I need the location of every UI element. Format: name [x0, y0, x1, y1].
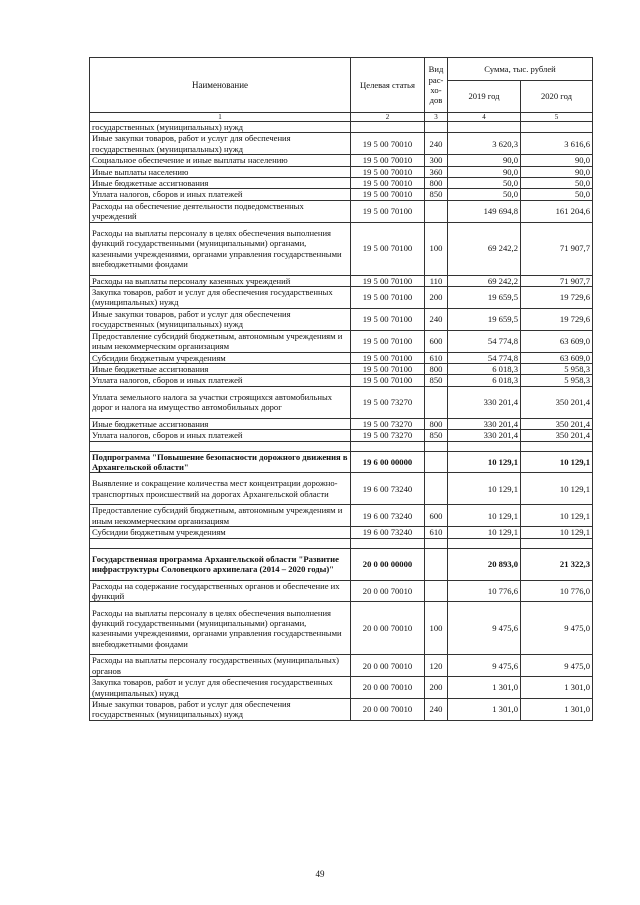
row-sum-2020: 350 201,4 — [521, 418, 593, 429]
table-row — [90, 505, 593, 527]
table-row-section — [90, 548, 593, 580]
spacer-cell — [448, 441, 521, 451]
table-row — [90, 699, 593, 721]
row-expense-type — [425, 548, 448, 580]
row-sum-2019: 6 018,3 — [448, 375, 521, 386]
row-name: Закупка товаров, работ и услуг для обеспечения государственных (муниципальных) нужд — [90, 677, 351, 699]
row-name: Закупка товаров, работ и услуг для обеспечения государственных (муниципальных) нужд — [90, 287, 351, 309]
row-expense-type: 240 — [425, 308, 448, 330]
table-row — [90, 178, 593, 189]
row-expense-type — [425, 580, 448, 602]
row-sum-2019: 10 776,6 — [448, 580, 521, 602]
row-sum-2020: 19 729,6 — [521, 287, 593, 309]
row-target-code: 19 5 00 70100 — [351, 330, 425, 352]
table-row — [90, 308, 593, 330]
row-target-code: 19 5 00 70100 — [351, 222, 425, 275]
row-name: Субсидии бюджетным учреждениям — [90, 352, 351, 363]
table-row — [90, 580, 593, 602]
table-row — [90, 375, 593, 386]
spacer-cell — [521, 538, 593, 548]
row-name: Уплата налогов, сборов и иных платежей — [90, 189, 351, 200]
spacer-cell — [351, 538, 425, 548]
row-sum-2019: 50,0 — [448, 189, 521, 200]
row-sum-2019: 149 694,8 — [448, 200, 521, 222]
row-expense-type: 100 — [425, 602, 448, 655]
row-sum-2019: 19 659,5 — [448, 308, 521, 330]
row-sum-2020: 3 616,6 — [521, 133, 593, 155]
row-name: Расходы на выплаты персоналу казенных учреждений — [90, 275, 351, 286]
row-expense-type: 240 — [425, 699, 448, 721]
row-sum-2019: 54 774,8 — [448, 330, 521, 352]
column-number: 4 — [448, 113, 521, 122]
row-expense-type: 600 — [425, 505, 448, 527]
row-target-code: 19 6 00 73240 — [351, 527, 425, 538]
spacer-row — [90, 538, 593, 548]
row-sum-2020: 5 958,3 — [521, 363, 593, 374]
row-expense-type: 110 — [425, 275, 448, 286]
row-sum-2020: 71 907,7 — [521, 222, 593, 275]
row-name: Иные закупки товаров, работ и услуг для обеспечения государственных (муниципальных) нужд — [90, 699, 351, 721]
row-sum-2020: 19 729,6 — [521, 308, 593, 330]
row-target-code: 19 5 00 70100 — [351, 375, 425, 386]
row-expense-type: 200 — [425, 287, 448, 309]
row-name: Иные закупки товаров, работ и услуг для обеспечения государственных (муниципальных) нужд — [90, 308, 351, 330]
row-sum-2019: 3 620,3 — [448, 133, 521, 155]
row-target-code: 19 5 00 70100 — [351, 200, 425, 222]
row-name: Расходы на выплаты персоналу государственных (муниципальных) органов — [90, 655, 351, 677]
table-row — [90, 200, 593, 222]
row-name: государственных (муниципальных) нужд — [90, 122, 351, 133]
row-sum-2019: 1 301,0 — [448, 699, 521, 721]
row-name: Иные бюджетные ассигнования — [90, 363, 351, 374]
row-sum-2020: 5 958,3 — [521, 375, 593, 386]
table-row — [90, 527, 593, 538]
table-row — [90, 363, 593, 374]
row-target-code: 20 0 00 70010 — [351, 602, 425, 655]
row-sum-2020: 350 201,4 — [521, 430, 593, 441]
column-number: 3 — [425, 113, 448, 122]
row-target-code: 19 5 00 70100 — [351, 363, 425, 374]
row-sum-2019: 9 475,6 — [448, 602, 521, 655]
page-number: 49 — [315, 869, 325, 879]
row-expense-type — [425, 200, 448, 222]
row-target-code: 19 5 00 70100 — [351, 287, 425, 309]
row-sum-2020: 1 301,0 — [521, 699, 593, 721]
row-target-code: 19 5 00 70010 — [351, 189, 425, 200]
row-sum-2019: 330 201,4 — [448, 418, 521, 429]
row-sum-2019: 330 201,4 — [448, 430, 521, 441]
row-sum-2019: 10 129,1 — [448, 527, 521, 538]
table-row — [90, 275, 593, 286]
row-name: Уплата налогов, сборов и иных платежей — [90, 430, 351, 441]
row-sum-2020: 10 129,1 — [521, 505, 593, 527]
row-sum-2019: 19 659,5 — [448, 287, 521, 309]
table-row — [90, 352, 593, 363]
table-header — [90, 58, 593, 122]
spacer-cell — [425, 441, 448, 451]
table-row — [90, 222, 593, 275]
row-name: Предоставление субсидий бюджетным, автономным учреждениям и иным некоммерческим организациям — [90, 505, 351, 527]
budget-table — [89, 57, 593, 721]
row-sum-2019: 1 301,0 — [448, 677, 521, 699]
header-expense-type: Вид рас-хо-дов — [425, 58, 448, 113]
column-number: 1 — [90, 113, 351, 122]
row-sum-2020: 63 609,0 — [521, 330, 593, 352]
row-target-code: 19 5 00 70010 — [351, 133, 425, 155]
header-sum: Сумма, тыс. рублей — [448, 58, 593, 81]
table-row-section — [90, 451, 593, 473]
row-sum-2020: 9 475,0 — [521, 602, 593, 655]
row-expense-type: 800 — [425, 178, 448, 189]
row-sum-2020: 90,0 — [521, 166, 593, 177]
row-target-code: 19 6 00 73240 — [351, 473, 425, 505]
row-sum-2019: 9 475,6 — [448, 655, 521, 677]
row-sum-2020: 1 301,0 — [521, 677, 593, 699]
row-expense-type: 300 — [425, 155, 448, 166]
row-target-code: 19 5 00 70100 — [351, 352, 425, 363]
row-expense-type: 850 — [425, 375, 448, 386]
row-sum-2020: 161 204,6 — [521, 200, 593, 222]
table-row — [90, 330, 593, 352]
row-sum-2020: 10 129,1 — [521, 527, 593, 538]
header-target-code: Целевая статья — [351, 58, 425, 113]
table-row — [90, 155, 593, 166]
row-sum-2019: 54 774,8 — [448, 352, 521, 363]
spacer-cell — [521, 441, 593, 451]
row-sum-2020: 90,0 — [521, 155, 593, 166]
row-target-code: 20 0 00 00000 — [351, 548, 425, 580]
row-expense-type: 200 — [425, 677, 448, 699]
row-sum-2019: 330 201,4 — [448, 386, 521, 418]
row-sum-2020: 71 907,7 — [521, 275, 593, 286]
row-target-code: 19 5 00 70010 — [351, 155, 425, 166]
table-row — [90, 473, 593, 505]
row-name: Расходы на содержание государственных органов и обеспечение их функций — [90, 580, 351, 602]
row-expense-type: 610 — [425, 527, 448, 538]
row-sum-2019: 90,0 — [448, 166, 521, 177]
row-expense-type: 800 — [425, 363, 448, 374]
row-name: Иные бюджетные ассигнования — [90, 178, 351, 189]
header-name: Наименование — [90, 58, 351, 113]
row-target-code: 20 0 00 70010 — [351, 655, 425, 677]
row-expense-type: 850 — [425, 430, 448, 441]
row-target-code: 19 5 00 70100 — [351, 275, 425, 286]
row-sum-2019: 69 242,2 — [448, 275, 521, 286]
row-name: Иные выплаты населению — [90, 166, 351, 177]
row-expense-type: 240 — [425, 133, 448, 155]
row-sum-2020: 10 776,0 — [521, 580, 593, 602]
row-name: Подпрограмма "Повышение безопасности дорожного движения в Архангельской области" — [90, 451, 351, 473]
row-expense-type: 600 — [425, 330, 448, 352]
header-year-2020: 2020 год — [521, 81, 593, 113]
row-target-code: 19 5 00 73270 — [351, 430, 425, 441]
row-expense-type: 850 — [425, 189, 448, 200]
row-sum-2020: 50,0 — [521, 189, 593, 200]
row-expense-type: 360 — [425, 166, 448, 177]
row-target-code: 19 5 00 70100 — [351, 308, 425, 330]
row-target-code: 19 5 00 70010 — [351, 178, 425, 189]
table-row — [90, 602, 593, 655]
row-expense-type: 120 — [425, 655, 448, 677]
column-numbers-row — [90, 113, 593, 122]
row-target-code: 19 5 00 73270 — [351, 386, 425, 418]
table-row — [90, 287, 593, 309]
row-expense-type — [425, 122, 448, 133]
row-name: Социальное обеспечение и иные выплаты населению — [90, 155, 351, 166]
row-expense-type — [425, 386, 448, 418]
row-sum-2020: 10 129,1 — [521, 451, 593, 473]
row-target-code: 20 0 00 70010 — [351, 677, 425, 699]
row-name: Выявление и сокращение количества мест концентрации дорожно-транспортных происшествий на дорогах Архангельской области — [90, 473, 351, 505]
row-sum-2020: 50,0 — [521, 178, 593, 189]
row-sum-2019: 20 893,0 — [448, 548, 521, 580]
row-sum-2020: 350 201,4 — [521, 386, 593, 418]
column-number: 5 — [521, 113, 593, 122]
row-target-code: 19 6 00 00000 — [351, 451, 425, 473]
table-row — [90, 430, 593, 441]
row-sum-2019: 10 129,1 — [448, 451, 521, 473]
spacer-cell — [90, 441, 351, 451]
table-row — [90, 122, 593, 133]
row-sum-2019: 10 129,1 — [448, 473, 521, 505]
row-sum-2020: 9 475,0 — [521, 655, 593, 677]
row-expense-type: 800 — [425, 418, 448, 429]
table-row — [90, 677, 593, 699]
row-sum-2020: 10 129,1 — [521, 473, 593, 505]
row-name: Расходы на выплаты персоналу в целях обеспечения выполнения функций государственными (муниципальными) органами, казенными учреждениями, органами управления государственными внебюджетными фондами — [90, 222, 351, 275]
table-row — [90, 166, 593, 177]
row-name: Иные закупки товаров, работ и услуг для обеспечения государственных (муниципальных) нужд — [90, 133, 351, 155]
row-name: Предоставление субсидий бюджетным, автономным учреждениям и иным некоммерческим организациям — [90, 330, 351, 352]
row-name: Субсидии бюджетным учреждениям — [90, 527, 351, 538]
spacer-cell — [448, 538, 521, 548]
table-row — [90, 133, 593, 155]
row-target-code: 20 0 00 70010 — [351, 580, 425, 602]
row-target-code: 19 6 00 73240 — [351, 505, 425, 527]
row-name: Расходы на обеспечение деятельности подведомственных учреждений — [90, 200, 351, 222]
spacer-row — [90, 441, 593, 451]
row-target-code — [351, 122, 425, 133]
row-target-code: 20 0 00 70010 — [351, 699, 425, 721]
row-sum-2019: 90,0 — [448, 155, 521, 166]
row-name: Уплата земельного налога за участки строящихся автомобильных дорог и налога на имущество автомобильных дорог — [90, 386, 351, 418]
table-row — [90, 655, 593, 677]
row-expense-type: 610 — [425, 352, 448, 363]
row-sum-2019: 50,0 — [448, 178, 521, 189]
row-target-code: 19 5 00 70010 — [351, 166, 425, 177]
row-name: Уплата налогов, сборов и иных платежей — [90, 375, 351, 386]
table-row — [90, 386, 593, 418]
row-sum-2019 — [448, 122, 521, 133]
row-sum-2019: 69 242,2 — [448, 222, 521, 275]
row-sum-2019: 6 018,3 — [448, 363, 521, 374]
row-name: Расходы на выплаты персоналу в целях обеспечения выполнения функций государственными (муниципальными) органами, казенными учреждениями, органами управления государственными внебюджетными фондами — [90, 602, 351, 655]
header-year-2019: 2019 год — [448, 81, 521, 113]
row-expense-type — [425, 451, 448, 473]
table-body — [90, 122, 593, 721]
row-name: Государственная программа Архангельской области "Развитие инфраструктуры Соловецкого архипелага (2014 – 2020 годы)" — [90, 548, 351, 580]
row-sum-2020: 63 609,0 — [521, 352, 593, 363]
row-target-code: 19 5 00 73270 — [351, 418, 425, 429]
table-row — [90, 418, 593, 429]
spacer-cell — [351, 441, 425, 451]
table-row — [90, 189, 593, 200]
row-expense-type: 100 — [425, 222, 448, 275]
column-number: 2 — [351, 113, 425, 122]
row-expense-type — [425, 473, 448, 505]
row-name: Иные бюджетные ассигнования — [90, 418, 351, 429]
row-sum-2020: 21 322,3 — [521, 548, 593, 580]
spacer-cell — [90, 538, 351, 548]
row-sum-2019: 10 129,1 — [448, 505, 521, 527]
row-sum-2020 — [521, 122, 593, 133]
spacer-cell — [425, 538, 448, 548]
